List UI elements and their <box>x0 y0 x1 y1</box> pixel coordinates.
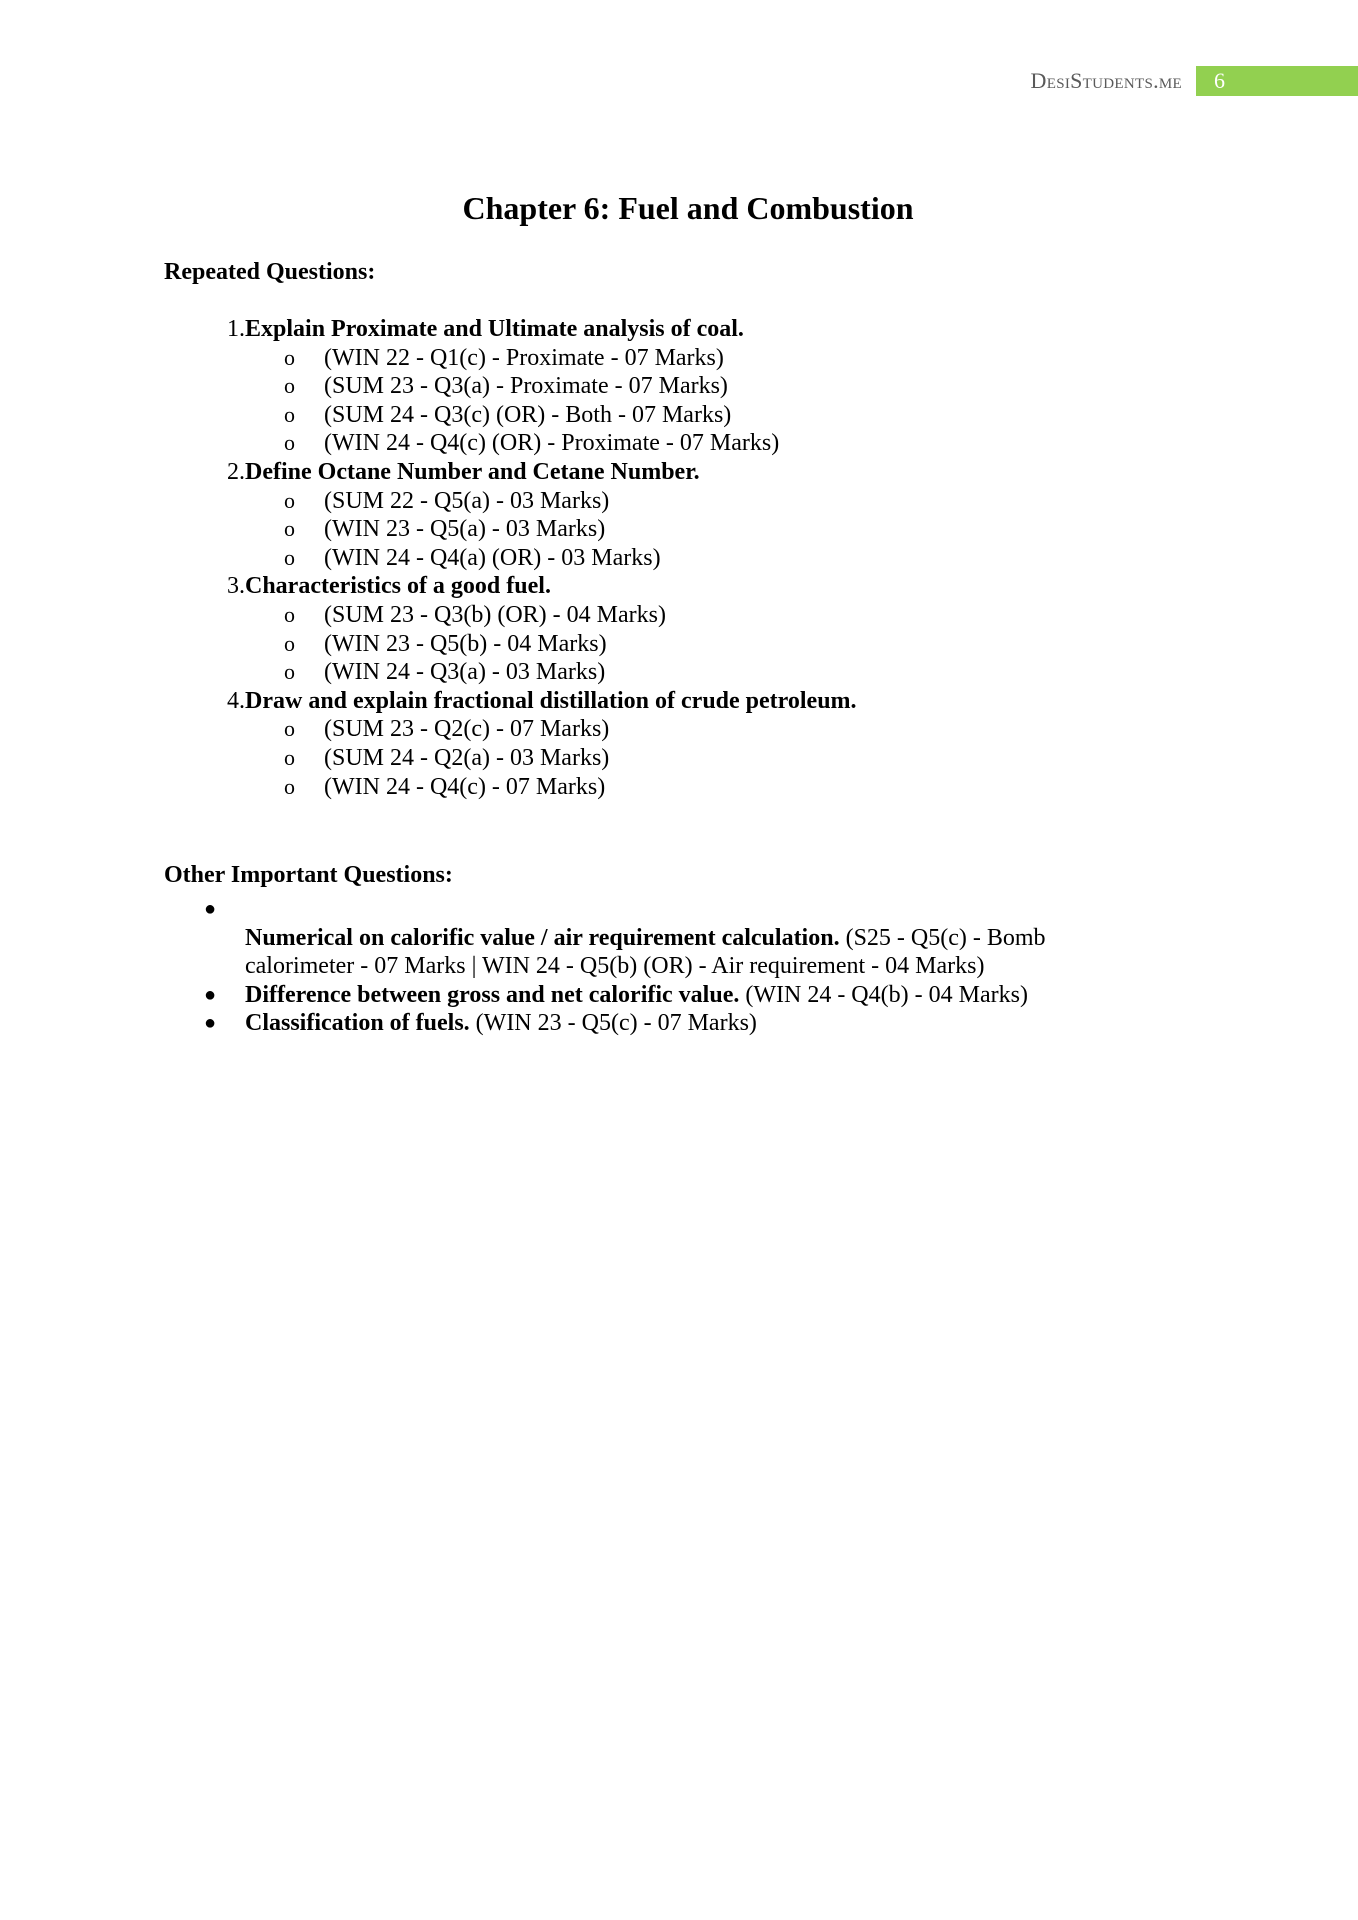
circle-bullet-icon: o <box>284 601 295 627</box>
reference-item: o (SUM 23 - Q3(b) (OR) - 04 Marks) <box>164 601 857 630</box>
list-item <box>164 1009 1124 1038</box>
repeated-questions-list <box>164 315 857 801</box>
question-text: Numerical on calorific value / air requirement calculation. <box>245 924 840 951</box>
item-number: 3. <box>227 573 245 600</box>
reference-item: o (SUM 23 - Q2(c) - 07 Marks) <box>164 715 857 744</box>
reference-item: o (WIN 23 - Q5(a) - 03 Marks) <box>164 515 857 544</box>
reference-item: o (WIN 24 - Q4(c) - 07 Marks) <box>164 773 857 802</box>
page-header <box>1031 66 1358 96</box>
circle-bullet-icon: o <box>284 544 295 570</box>
question-text: Classification of fuels. <box>245 1010 470 1037</box>
circle-bullet-icon: o <box>284 630 295 656</box>
circle-bullet-icon: o <box>284 344 295 370</box>
chapter-title: Chapter 6: Fuel and Combustion <box>462 190 914 226</box>
question-reference: (WIN 23 - Q5(c) - 07 Marks) <box>469 1010 757 1037</box>
other-questions-list <box>164 895 1124 1038</box>
reference-list <box>164 715 857 801</box>
page-number-box <box>1196 66 1358 96</box>
circle-bullet-icon: o <box>284 373 295 399</box>
circle-bullet-icon: o <box>284 516 295 542</box>
circle-bullet-icon: o <box>284 487 295 513</box>
item-number: 1. <box>227 316 245 342</box>
question-reference: (S25 - Q5(c) - Bomb calorimeter - 07 Marks | WIN 24 - Q5(b) (OR) - Air requirement - 04 Marks) <box>245 924 1046 980</box>
question-text: Characteristics of a good fuel. <box>245 573 551 600</box>
list-item <box>164 458 857 572</box>
site-name: DesiStudents.me <box>1030 68 1182 93</box>
item-number: 4. <box>227 687 245 714</box>
reference-item: o (WIN 22 - Q1(c) - Proximate - 07 Marks) <box>164 344 857 373</box>
circle-bullet-icon: o <box>284 430 295 456</box>
list-item <box>164 687 857 801</box>
question-reference: (WIN 24 - Q4(b) - 04 Marks) <box>739 981 1028 1008</box>
repeated-questions-heading: Repeated Questions: <box>164 259 376 285</box>
list-item <box>164 981 1124 1010</box>
question-text: Define Octane Number and Cetane Number. <box>245 458 700 485</box>
reference-item: o (SUM 22 - Q5(a) - 03 Marks) <box>164 487 857 516</box>
page-number: 6 <box>1214 68 1225 93</box>
reference-item: o (SUM 24 - Q3(c) (OR) - Both - 07 Marks) <box>164 401 857 430</box>
reference-item: o (WIN 24 - Q3(a) - 03 Marks) <box>164 658 857 687</box>
circle-bullet-icon: o <box>284 744 295 770</box>
question-text: Difference between gross and net calorific value. <box>245 981 740 1008</box>
reference-list <box>164 601 857 687</box>
reference-list <box>164 487 857 573</box>
item-number: 2. <box>227 458 245 485</box>
reference-item: o (WIN 24 - Q4(c) (OR) - Proximate - 07 Marks) <box>164 429 857 458</box>
list-item <box>164 315 857 458</box>
bullet-icon: ● <box>204 1012 217 1035</box>
list-item <box>164 572 857 686</box>
reference-list <box>164 344 857 458</box>
bullet-icon: ● <box>204 983 217 1006</box>
circle-bullet-icon: o <box>284 401 295 427</box>
list-item <box>164 895 1124 981</box>
circle-bullet-icon: o <box>284 716 295 742</box>
circle-bullet-icon: o <box>284 659 295 685</box>
question-text: Explain Proximate and Ultimate analysis of coal. <box>245 316 744 342</box>
reference-item: o (SUM 23 - Q3(a) - Proximate - 07 Marks) <box>164 372 857 401</box>
reference-item: o (WIN 24 - Q4(a) (OR) - 03 Marks) <box>164 544 857 573</box>
reference-item: o (WIN 23 - Q5(b) - 04 Marks) <box>164 630 857 659</box>
bullet-icon: ● <box>204 898 217 920</box>
question-text: Draw and explain fractional distillation of crude petroleum. <box>245 687 857 714</box>
circle-bullet-icon: o <box>284 773 295 799</box>
reference-item: o (SUM 24 - Q2(a) - 03 Marks) <box>164 744 857 773</box>
other-questions-heading: Other Important Questions: <box>164 862 453 888</box>
